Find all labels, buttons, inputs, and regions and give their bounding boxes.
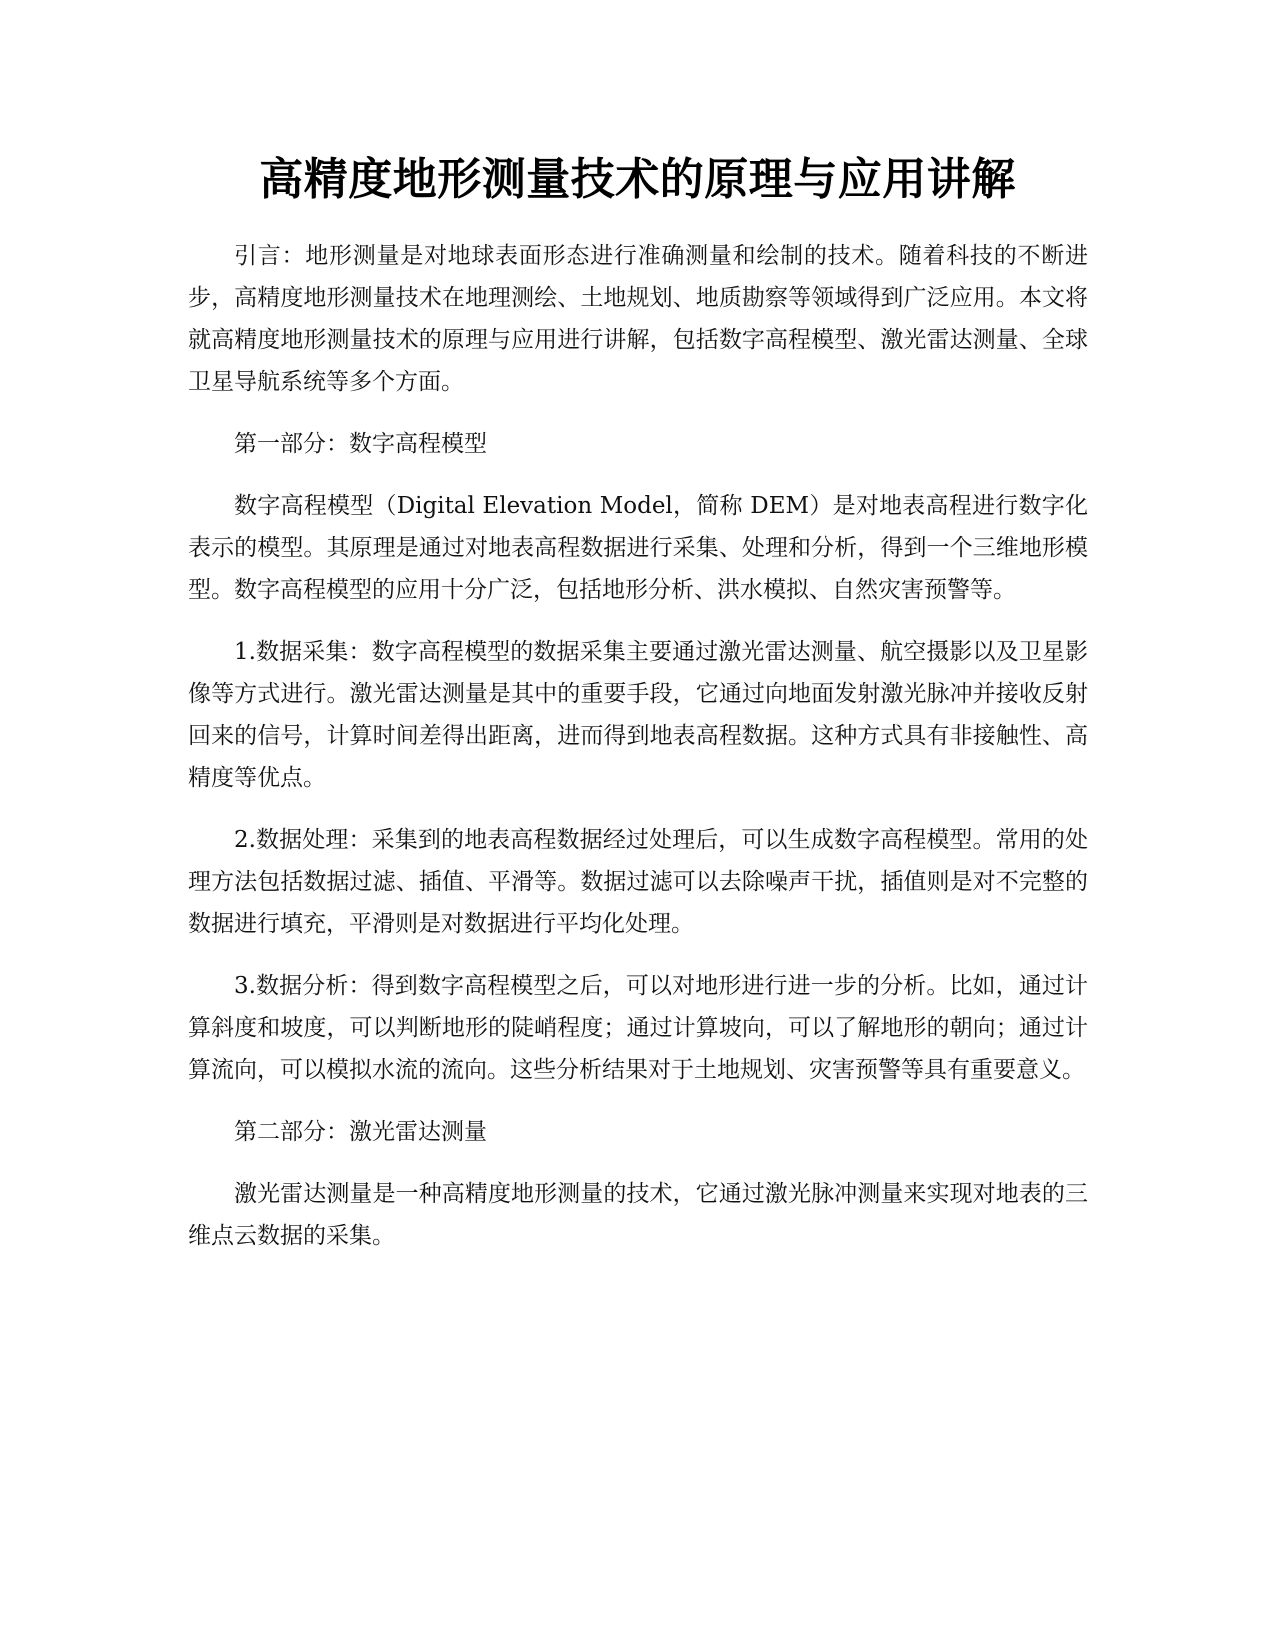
data-collection-paragraph: 1.数据采集：数字高程模型的数据采集主要通过激光雷达测量、航空摄影以及卫星影像等方式进行。激光雷达测量是其中的重要手段，它通过向地面发射激光脉冲并接收反射回来的信号，计算时间差得出距离，进而得到地表高程数据。这种方式具有非接触性、高精度等优点。: [188, 639, 1088, 791]
data-analysis-paragraph: 3.数据分析：得到数字高程模型之后，可以对地形进行进一步的分析。比如，通过计算斜度和坡度，可以判断地形的陡峭程度；通过计算坡向，可以了解地形的朝向；通过计算流向，可以模拟水流的流向。这些分析结果对于土地规划、灾害预警等具有重要意义。: [188, 973, 1088, 1083]
section-heading-part-one: 第一部分：数字高程模型: [234, 431, 487, 457]
document-body: [188, 235, 1088, 1277]
section-heading-part-two: 第二部分：激光雷达测量: [234, 1119, 487, 1145]
lidar-intro-paragraph: 激光雷达测量是一种高精度地形测量的技术，它通过激光脉冲测量来实现对地表的三维点云数据的采集。: [188, 1181, 1088, 1249]
document-title: 高精度地形测量技术的原理与应用讲解: [259, 154, 1016, 205]
intro-paragraph: 引言：地形测量是对地球表面形态进行准确测量和绘制的技术。随着科技的不断进步，高精度地形测量技术在地理测绘、土地规划、地质勘察等领域得到广泛应用。本文将就高精度地形测量技术的原理与应用进行讲解，包括数字高程模型、激光雷达测量、全球卫星导航系统等多个方面。: [188, 243, 1088, 395]
data-processing-paragraph: 2.数据处理：采集到的地表高程数据经过处理后，可以生成数字高程模型。常用的处理方法包括数据过滤、插值、平滑等。数据过滤可以去除噪声干扰，插值则是对不完整的数据进行填充，平滑则是对数据进行平均化处理。: [188, 827, 1088, 937]
dem-definition-paragraph: 数字高程模型（Digital Elevation Model，简称 DEM）是对地表高程进行数字化表示的模型。其原理是通过对地表高程数据进行采集、处理和分析，得到一个三维地形模型。数字高程模型的应用十分广泛，包括地形分析、洪水模拟、自然灾害预警等。: [188, 493, 1088, 603]
